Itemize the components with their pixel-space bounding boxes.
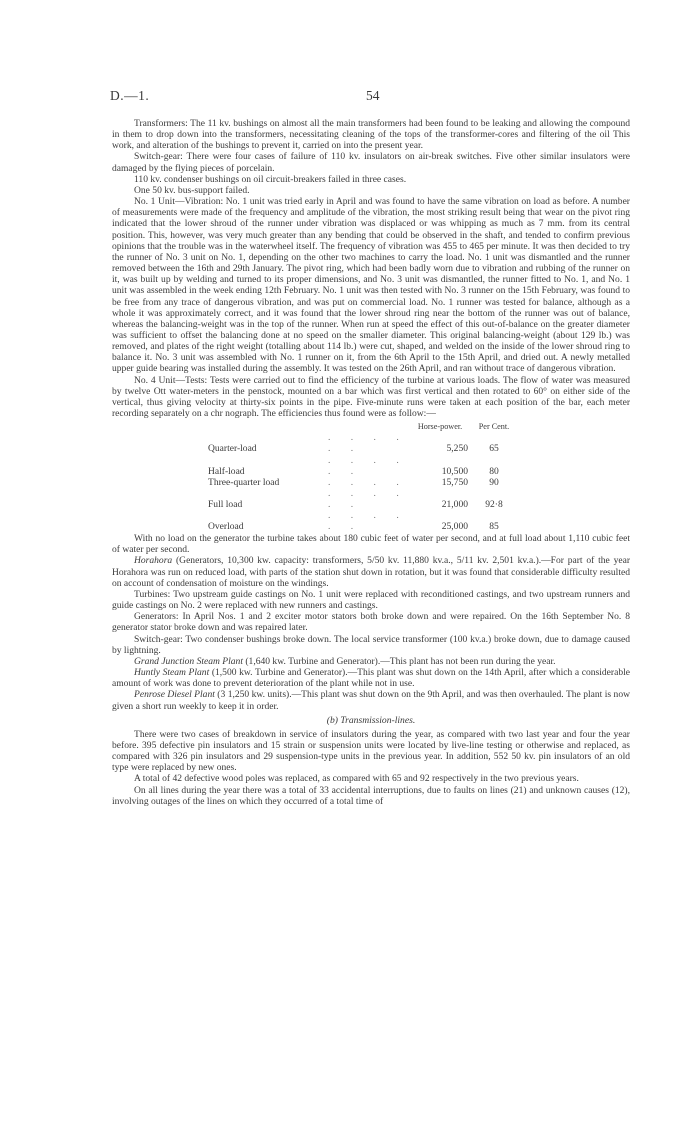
paragraph-interruptions: On all lines during the year there was a total of 33 accidental interruptions, due to faults on lines (21) and unknown causes (12), involving outages of the lines on which they occurred of a total time of <box>112 784 630 807</box>
plant-name: Penrose Diesel Plant <box>134 689 215 701</box>
body-text <box>112 118 630 807</box>
row-per-cent: 85 <box>489 521 499 533</box>
page-header <box>110 88 630 108</box>
paragraph-penrose: Penrose Diesel Plant (3 1,250 kw. units).—This plant was shut down on the 9th April, and was then overhauled. The plant is now given a short run weekly to keep it in order. <box>112 689 630 712</box>
row-leader: . . . . <box>328 476 408 488</box>
plant-name: Horahora <box>134 555 173 567</box>
header-horse-power: Horse-power. <box>417 422 463 432</box>
paragraph-insulators: There were two cases of breakdown in service of insulators during the year, as compared with two last year and four the year before. 395 defective pin insulators and 15 strain or suspension units were located by live-line testing or otherwise and replaced, as compared with 326 pin insulators and 29 suspension-type units in the previous year. In addition, 552 50 kv. pin insulators of an old type were replaced by new ones. <box>112 728 630 774</box>
row-leader: . . . . . . <box>328 454 408 477</box>
paragraph-horahora: Horahora (Generators, 10,300 kw. capacity: transformers, 5/50 kv. 11,880 kv.a., 5/11 kv. 2,501 kv.a.).—For part of the year Horahora was run on reduced load, with parts of the station shut down in rotation, but it was found that considerable difficulty resulted on account of condensation of moisture on the windings. <box>112 555 630 589</box>
header-per-cent: Per Cent. <box>478 422 510 432</box>
paragraph-wood-poles: A total of 42 defective wood poles was replaced, as compared with 65 and 92 respectively in the two previous years. <box>134 773 579 785</box>
paragraph-transformers: Transformers: The 11 kv. bushings on almost all the main transformers had been found to be leaking and allowing the compound in them to drop down into the transformers, necessitating cleaning of the tops of the transformer-cores and filtering of the oil This work, and alteration of the bushings to prevent it, carried on into the present year. <box>112 118 630 152</box>
plant-name: Huntly Steam Plant <box>134 667 210 679</box>
paragraph-unit-1-vibration: No. 1 Unit—Vibration: No. 1 unit was tried early in April and was found to have the same vibration on load as before. A number of measurements were made of the frequency and amplitude of the vibration, the most striking result being that wear on the pivot ring indicated that the lower shroud of the runner under vibration was displaced or was whipping as much as 7 mm. from its central position. This, however, was very much greater than any bending that could be observed in the shaft, and tended to confirm previous opinions that the trouble was in the waterwheel itself. The frequency of vibration was 455 to 465 per minute. It was then decided to try the runner of No. 3 unit on No. 1, depending on the other two machines to carry the load. No. 1 unit was dismantled and the runner removed between the 16th and 29th January. The pivot ring, which had been badly worn due to vibration and rubbing of the runner on it, was built up by welding and turned to its proper dimensions, and No. 3 unit was dismantled, the runner fitted to No. 1, and No. 1 unit was assembled in the week ending 12th February. No. 1 unit was then tested with No. 3 runner on the 15th February, was found to be free from any trace of dangerous vibration, and was put on commercial load. No. 1 runner was tested for balance, although as a whole it was approximately correct, and it was found that the lower shroud ring near the bottom of the runner was out of balance, whereas the balancing-weight was in the top of the runner. When run at speed the effect of this out-of-balance on the greater diameter was sufficient to offset the balancing done at no speed on the smaller diameter. This original balancing-weight (about 129 lb.) was removed, and plates of the right weight (totalling about 114 lb.) were cut, shaped, and welded on the inside of the lower shroud ring to balance it. No. 3 unit was assembled with No. 1 runner on it, from the 6th April to the 15th April, and dried out. A newly metalled upper guide bearing was installed during the assembly. It was tested on the 26th April, and ran without trace of dangerous vibration. <box>112 196 630 375</box>
table-row <box>208 488 516 510</box>
table-row <box>208 477 516 488</box>
row-horse-power: 5,250 <box>446 443 468 455</box>
row-leader: . . . . . . <box>328 432 408 455</box>
paragraph-condenser-bushings: 110 kv. condenser bushings on oil circuit-breakers failed in three cases. <box>134 173 407 185</box>
paragraph-unit-4-tests: No. 4 Unit—Tests: Tests were carried out to find the efficiency of the turbine at various loads. The flow of water was measured by twelve Ott water-meters in the penstock, mounted on a bar which was first vertical and then rotated to 60° on either side of the vertical, thus giving velocity at thirty-six points in the pipe. Five-minute runs were taken at each position of the bar, each meter recording separately on a chr nograph. The efficiencies thus found were as follow:— <box>112 374 630 420</box>
row-label: Overload <box>208 521 244 533</box>
efficiency-table <box>208 421 516 532</box>
row-label: Three-quarter load <box>208 476 280 488</box>
paragraph-horahora-turbines: Turbines: Two upstream guide castings on No. 1 unit were replaced with reconditioned castings, and two upstream runners and guide castings on No. 2 were replaced with new runners and castings. <box>112 588 630 612</box>
row-leader: . . . . . . <box>328 487 408 510</box>
row-per-cent: 80 <box>489 465 499 477</box>
row-label: Half-load <box>208 465 245 477</box>
section-heading: (b) Transmission-lines. <box>326 714 416 726</box>
paragraph-no-load-flow: With no load on the generator the turbine takes about 180 cubic feet of water per second, and at full load about 1,110 cubic feet of water per second. <box>112 533 630 556</box>
row-leader: . . . . . . <box>328 509 408 533</box>
paragraph-huntly: Huntly Steam Plant (1,500 kw. Turbine and Generator).—This plant was shut down on the 14th April, after which a considerable amount of work was done to prevent deterioration of the plant while not in use. <box>112 667 630 690</box>
row-per-cent: 65 <box>489 443 499 455</box>
table-row <box>208 455 516 477</box>
row-horse-power: 21,000 <box>441 498 468 510</box>
row-horse-power: 25,000 <box>441 521 468 533</box>
page-number: 54 <box>366 88 380 103</box>
paragraph-horahora-switch-gear: Switch-gear: Two condenser bushings broke down. The local service transformer (100 kv.a.) broke down, due to damage caused by lightning. <box>112 633 630 656</box>
table-row <box>208 432 516 454</box>
paragraph-horahora-generators: Generators: In April Nos. 1 and 2 exciter motor stators both broke down and were repaired. On the 16th September No. 8 generator stator broke down and was repaired later. <box>112 611 630 634</box>
row-horse-power: 10,500 <box>441 465 468 477</box>
paragraph-switch-gear: Switch-gear: There were four cases of failure of 110 kv. insulators on air-break switches. Five other similar insulators were damaged by the flying pieces of porcelain. <box>112 151 630 174</box>
plant-name: Grand Junction Steam Plant <box>134 655 243 667</box>
row-horse-power: 15,750 <box>441 476 468 488</box>
row-per-cent: 90 <box>489 476 499 488</box>
row-label: Full load <box>208 498 243 510</box>
efficiency-table-header <box>208 421 516 432</box>
row-label: Quarter-load <box>208 443 257 455</box>
document-reference: D.—1. <box>110 88 150 103</box>
paragraph-grand-junction: Grand Junction Steam Plant (1,640 kw. Turbine and Generator).—This plant has not been run during the year. <box>134 655 556 667</box>
table-row <box>208 510 516 532</box>
paragraph-bus-support: One 50 kv. bus-support failed. <box>134 184 250 196</box>
row-per-cent: 92·8 <box>485 498 503 510</box>
